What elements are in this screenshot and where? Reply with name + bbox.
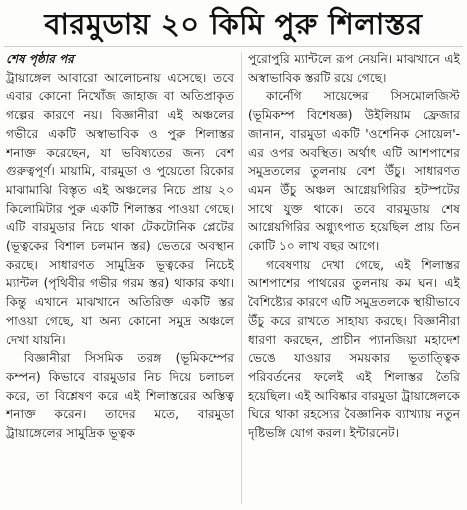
left-paragraph-1: ট্রায়াঙ্গেল আবারো আলোচনায় এসেছে। তবে এবার কোনো নিখোঁজ জাহাজ বা অতিপ্রাকৃত গল্পের কারণে নয়। বিজ্ঞানীরা এই অঞ্চলের গভীরে একটি অস্বাভাবিক ও পুরু শিলাস্তর শনাক্ত করেছেন, যা ভবিষ্যতের জন্য বেশ গুরুত্বপূর্ণ। মায়ামি, বারমুডা ও পুয়েতো রিকোর মাঝামাঝি বিস্তৃত এই অঞ্চলের নিচে প্রায় ২০ কিলোমিটার পুরু একটি শিলাস্তর পাওয়া গেছে। এটি বারমুডার নিচে থাকা টেকটোনিক প্লেটের (ভূত্বকের বিশাল চলমান স্তর) ভেতরে অবস্থান করছে। সাধারণত সামুদ্রিক ভূত্বকের নিচেই ম্যান্টল (পৃথিবীর গভীর গরম স্তর) থাকার কথা। কিন্তু এখানে মাঝখানে অতিরিক্ত একটি স্তর পাওয়া গেছে, যা অন্য কোনো সমুদ্র অঞ্চলে দেখা যায়নি। — [6, 70, 234, 347]
headline: বারমুডায় ২০ কিমি পুরু শিলাস্তর — [44, 7, 423, 41]
column-divider — [241, 52, 242, 504]
right-paragraph-1: পুরোপুরি ম্যান্টলে রূপ নেয়নি। মাঝখানে এই অস্বাভাবিক স্তরটি রয়ে গেছে। — [248, 52, 460, 85]
right-column — [248, 50, 460, 508]
left-paragraph-2: বিজ্ঞানীরা সিসমিক তরঙ্গ (ভূমিকম্পের কম্পন) কিভাবে বারমুডার নিচ দিয়ে চলাচল করে, তা বিশ্লেষণ করে এই শিলাস্তরের অস্তিত্ব শনাক্ত করেন। তাদের মতে, বারমুডা ট্রায়াঙ্গেলের সামুদ্রিক ভূত্বক — [6, 351, 234, 441]
right-paragraph-3: গবেষণায় দেখা গেছে, এই শিলাস্তর আশপাশের পাথরের তুলনায় কম ঘন। এই বৈশিষ্ট্যের কারণে এটি সমুদ্রতলকে স্থায়ীভাবে উঁচু করে রাখতে সাহায্য করছে। বিজ্ঞানীরা ধারণা করছেন, প্রাচীন প্যানজিয়া মহাদেশ ভেঙে যাওয়ার সময়কার ভূতাত্ত্বিক পরিবর্তনের ফলেই এই শিলাস্তর তৈরি হয়েছিল। এই আবিষ্কার বারমুডা ট্রায়াঙ্গেলকে ঘিরে থাকা রহস্যের বৈজ্ঞানিক ব্যাখ্যায় নতুন দৃষ্টিভঙ্গি যোগ করল। ইন্টারনেট। — [248, 257, 460, 441]
left-column — [6, 50, 234, 508]
headline-rule — [4, 46, 463, 47]
right-paragraph-2: কার্নেগি সায়েন্সের সিসমোলজিস্ট (ভূমিকম্প বিশেষজ্ঞ) উইলিয়াম ফ্রেজার জানান, বারমুডা একটি 'ওশেনিক সোয়েল'-এর ওপর অবস্থিত। অর্থাৎ এটি আশপাশের সমুদ্রতলের তুলনায় বেশ উঁচু। সাধারণত এমন উঁচু অঞ্চল আগ্নেয়গিরির হটস্পটের সাথে যুক্ত থাকে। তবে বারমুডায় শেষ আগ্নেয়গিরির অগ্ন্যুৎপাত হয়েছিল প্রায় তিন কোটি ১০ লাখ বছর আগে। — [248, 89, 460, 254]
continuation-kicker: শেষ পৃষ্ঠার পর — [6, 52, 74, 66]
